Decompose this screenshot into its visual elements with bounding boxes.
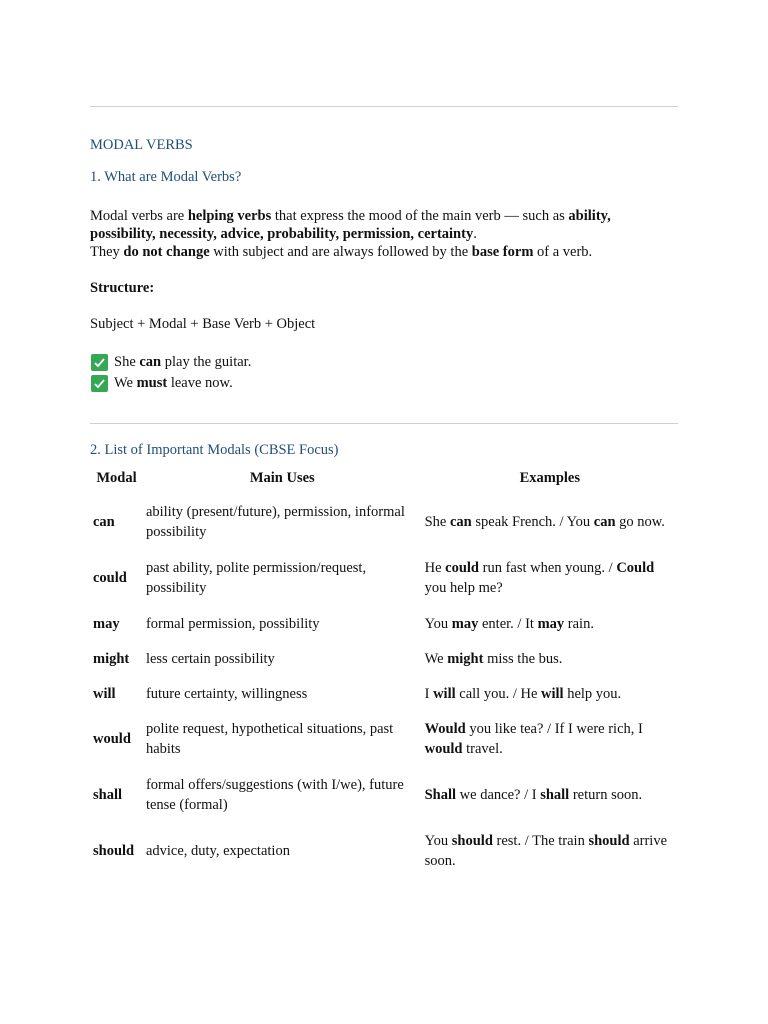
definition-line-2: They do not change with subject and are always followed by the base form of a verb. [90, 244, 593, 260]
check-mark-icon [91, 354, 108, 371]
example-sentence-2 [91, 374, 233, 392]
table-row [90, 550, 678, 606]
example-cell: You may enter. / It may rain. [424, 615, 594, 632]
example-cell: She can speak French. / You can go now. [424, 514, 665, 530]
example-sentence-2-text: We must leave now. [114, 375, 233, 391]
uses-cell: formal offers/suggestions (with I/we), future tense (formal) [145, 777, 404, 813]
example-sentence-1 [91, 353, 251, 371]
table-row [90, 676, 678, 711]
example-cell: You should rest. / The train should arrive soon. [424, 833, 668, 869]
modal-cell: shall [93, 787, 123, 803]
definition-paragraph [90, 207, 678, 261]
modal-cell: can [93, 514, 115, 530]
table-row [90, 711, 678, 767]
structure-label-text: Structure: [90, 280, 155, 296]
header-modal: Modal [96, 469, 137, 486]
header-main-uses: Main Uses [249, 469, 315, 486]
modal-cell: might [93, 650, 130, 667]
modal-cell: will [93, 685, 116, 702]
section-1-heading: 1. What are Modal Verbs? [90, 169, 242, 185]
uses-cell: polite request, hypothetical situations, past habits [145, 721, 394, 757]
example-cell: We might miss the bus. [424, 650, 563, 667]
uses-cell: less certain possibility [145, 650, 275, 667]
example-sentence-1-text: She can play the guitar. [114, 354, 252, 370]
uses-cell: advice, duty, expectation [145, 843, 290, 859]
uses-cell: ability (present/future), permission, informal possibility [145, 504, 405, 540]
structure-label [90, 279, 678, 297]
page-title: MODAL VERBS [90, 137, 193, 153]
section-2-heading: 2. List of Important Modals (CBSE Focus) [90, 442, 339, 458]
modal-cell: could [93, 570, 127, 586]
uses-cell: formal permission, possibility [145, 615, 320, 632]
section-divider [90, 423, 678, 424]
modal-cell: would [93, 731, 131, 747]
modal-cell: should [93, 843, 135, 859]
example-cell: Shall we dance? / I shall return soon. [424, 787, 643, 803]
table-row [90, 823, 678, 879]
table-row [90, 606, 678, 641]
example-cell: Would you like tea? / If I were rich, I would travel. [424, 721, 643, 757]
table-row [90, 494, 678, 550]
example-cell: He could run fast when young. / Could you help me? [424, 560, 655, 596]
top-divider [90, 106, 678, 107]
modals-table [90, 462, 678, 879]
definition-line-1: Modal verbs are helping verbs that express the mood of the main verb — such as ability, possibility, necessity, advice, probability, permission, certainty. [90, 208, 611, 242]
table-header-row [90, 462, 678, 494]
table-row [90, 767, 678, 823]
uses-cell: future certainty, willingness [145, 685, 308, 702]
structure-formula: Subject + Modal + Base Verb + Object [90, 316, 316, 332]
table-row [90, 641, 678, 676]
uses-cell: past ability, polite permission/request, possibility [145, 560, 367, 596]
check-mark-icon [91, 375, 108, 392]
header-examples: Examples [519, 469, 581, 486]
modal-cell: may [93, 615, 120, 632]
example-cell: I will call you. / He will help you. [424, 685, 622, 702]
